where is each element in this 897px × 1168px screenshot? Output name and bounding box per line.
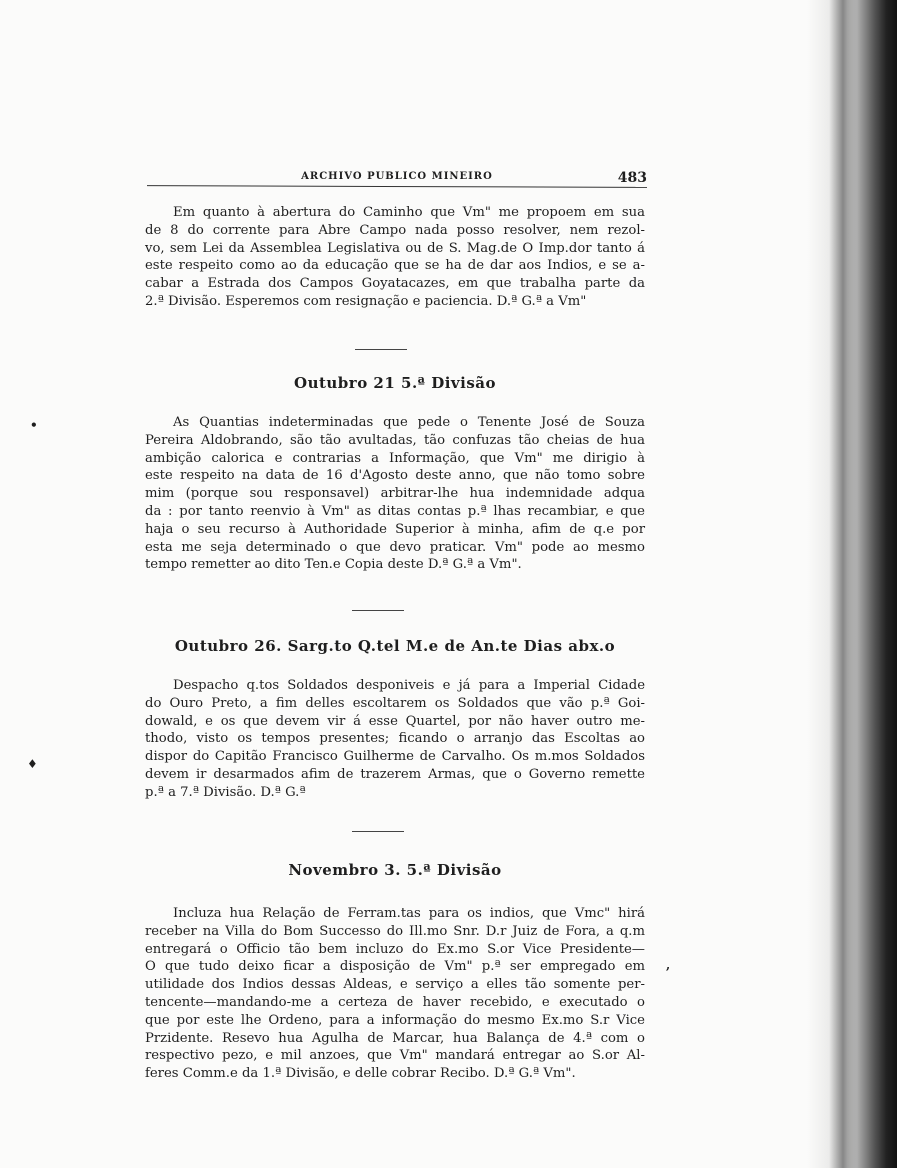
- running-title: ARCHIVO PUBLICO MINEIRO: [301, 171, 493, 182]
- text-line: As Quantias indeterminadas que pede o Tenente José de Souza: [173, 415, 645, 430]
- text-line: Em quanto à abertura do Caminho que Vm" me propoem em sua: [173, 205, 645, 220]
- paragraph-ferramentas: [145, 905, 645, 1083]
- text-line: thodo, visto os tempos presentes; ficando o arranjo das Escoltas ao: [145, 731, 645, 747]
- text-line: da : por tanto reenvio à Vm" as ditas contas p.ª lhas recambiar, e que: [145, 503, 645, 519]
- text-line: receber na Villa do Bom Successo do Ill.mo Snr. D.r Juiz de Fora, a q.m: [145, 923, 645, 939]
- text-line: feres Comm.e da 1.ª Divisão, e delle cobrar Recibo. D.ª G.ª Vm".: [145, 1066, 576, 1082]
- margin-mark: ♦: [27, 757, 38, 771]
- text-line: dowald, e os que devem vir á esse Quartel, por não haver outro me-: [145, 713, 645, 729]
- section-heading: Outubro 21 5.ª Divisão: [294, 374, 496, 392]
- text-line: este respeito na data de 16 d'Agosto deste anno, que não tomo sobre: [145, 468, 645, 484]
- text-line: entregará o Officio tão bem incluzo do Ex.mo S.or Vice Presidente—: [145, 941, 645, 957]
- text-line: utilidade dos Indios dessas Aldeas, e serviço a elles tão somente per-: [145, 977, 645, 993]
- text-line: de 8 do corrente para Abre Campo nada posso resolver, nem rezol-: [145, 222, 645, 238]
- section-divider: [355, 349, 407, 350]
- text-line: O que tudo deixo ficar a disposição de Vm" p.ª ser empregado em: [145, 959, 645, 975]
- margin-mark: •: [30, 418, 38, 432]
- text-line: haja o seu recurso à Authoridade Superior à minha, afim de q.e por: [145, 521, 645, 537]
- text-line: este respeito como ao da educação que se ha de dar aos Indios, e se a-: [145, 258, 645, 274]
- section-divider: [352, 610, 404, 611]
- text-line: que por este lhe Ordeno, para a informação do mesmo Ex.mo S.r Vice: [145, 1012, 645, 1028]
- text-line: respectivo pezo, e mil anzoes, que Vm" mandará entregar ao S.or Al-: [145, 1048, 645, 1064]
- text-line: Despacho q.tos Soldados desponiveis e já para a Imperial Cidade: [173, 678, 645, 693]
- text-line: vo, sem Lei da Assemblea Legislativa ou de S. Mag.de O Imp.dor tanto á: [145, 240, 645, 256]
- text-line: do Ouro Preto, a fim delles escoltarem os Soldados que vão p.ª Goi-: [145, 695, 645, 711]
- text-line: cabar a Estrada dos Campos Goyatacazes, em que trabalha parte da: [145, 276, 645, 292]
- text-line: ambição calorica e contrarias a Informação, que Vm" me dirigio à: [145, 450, 645, 466]
- text-line: esta me seja determinado o que devo praticar. Vm" pode ao mesmo: [145, 539, 645, 555]
- paragraph-quantias: [145, 414, 645, 574]
- text-line: 2.ª Divisão. Esperemos com resignação e paciencia. D.ª G.ª a Vm": [145, 293, 587, 309]
- margin-mark: ,: [666, 958, 671, 972]
- page-number: 483: [617, 170, 647, 186]
- text-line: dispor do Capitão Francisco Guilherme de Carvalho. Os m.mos Soldados: [145, 749, 645, 765]
- paragraph-caminho: [145, 204, 645, 311]
- section-divider: [352, 831, 404, 832]
- text-line: mim (porque sou responsavel) arbitrar-lhe hua indemnidade adqua: [145, 486, 645, 502]
- page-fold-shadow: [829, 0, 857, 1168]
- text-line: tencente—mandando-me a certeza de haver recebido, e executado o: [145, 994, 645, 1010]
- paragraph-despacho: [145, 677, 645, 802]
- section-heading: Outubro 26. Sarg.to Q.tel M.e de An.te Dias abx.o: [174, 637, 616, 655]
- text-line: p.ª a 7.ª Divisão. D.ª G.ª: [145, 784, 306, 800]
- text-line: Pereira Aldobrando, são tão avultadas, tão confuzas tão cheias de hua: [145, 432, 645, 448]
- section-heading: Novembro 3. 5.ª Divisão: [288, 861, 502, 879]
- text-line: devem ir desarmados afim de trazerem Armas, que o Governo remette: [145, 766, 645, 782]
- text-line: Przidente. Resevo hua Agulha de Marcar, hua Balança de 4.ª com o: [145, 1030, 645, 1046]
- text-line: tempo remetter ao dito Ten.e Copia deste D.ª G.ª a Vm".: [145, 557, 522, 573]
- text-line: Incluza hua Relação de Ferram.tas para os indios, que Vmc" hirá: [173, 906, 645, 921]
